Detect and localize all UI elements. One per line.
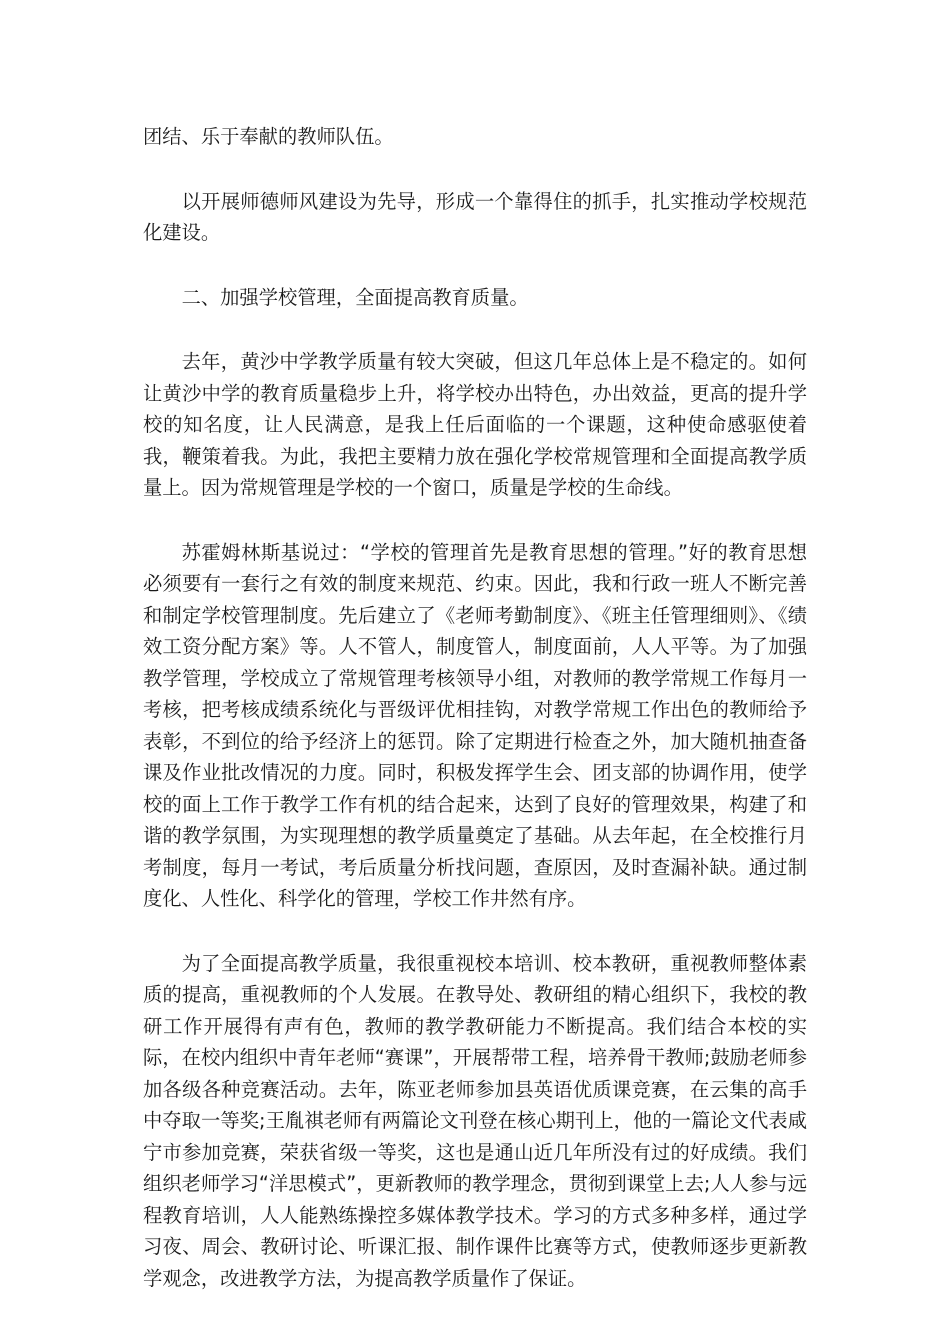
- paragraph-quality-background: 去年，黄沙中学教学质量有较大突破，但这几年总体上是不稳定的。如何让黄沙中学的教育质量稳步上升，将学校办出特色，办出效益，更高的提升学校的知名度，让人民满意，是我上任后面临的一个课题，这种使命感驱使着我，鞭策着我。为此，我把主要精力放在强化学校常规管理和全面提高教学质量上。因为常规管理是学校的一个窗口，质量是学校的生命线。: [143, 350, 807, 499]
- paragraph-teacher-training: 为了全面提高教学质量，我很重视校本培训、校本教研，重视教师整体素质的提高，重视教师的个人发展。在教导处、教研组的精心组织下，我校的教研工作开展得有声有色，教师的教学教研能力不断提高。我们结合本校的实际，在校内组织中青年老师“赛课”，开展帮带工程，培养骨干教师;鼓励老师参加各级各种竞赛活动。去年，陈亚老师参加县英语优质课竞赛，在云集的高手中夺取一等奖;王胤祺老师有两篇论文刊登在核心期刊上，他的一篇论文代表咸宁市参加竞赛，荣获省级一等奖，这也是通山近几年所没有过的好成绩。我们组织老师学习“洋思模式”，更新教师的教学理念，贯彻到课堂上去;人人参与远程教育培训，人人能熟练操控多媒体教学技术。学习的方式多种多样，通过学习夜、周会、教研讨论、听课汇报、制作课件比赛等方式，使教师逐步更新教学观念，改进教学方法，为提高教学质量作了保证。: [143, 951, 807, 1290]
- paragraph-continuation: 团结、乐于奉献的教师队伍。: [143, 125, 394, 148]
- paragraph-management-system: 苏霍姆林斯基说过：“学校的管理首先是教育思想的管理。”好的教育思想必须要有一套行之有效的制度来规范、约束。因此，我和行政一班人不断完善和制定学校管理制度。先后建立了《老师考勤制度》、《班主任管理细则》、《绩效工资分配方案》等。人不管人，制度管人，制度面前，人人平等。为了加强教学管理，学校成立了常规管理考核领导小组，对教师的教学常规工作每月一考核，把考核成绩系统化与晋级评优相挂钩，对教学常规工作出色的教师给予表彰，不到位的给予经济上的惩罚。除了定期进行检查之外，加大随机抽查备课及作业批改情况的力度。同时，积极发挥学生会、团支部的协调作用，使学校的面上工作于教学工作有机的结合起来，达到了良好的管理效果，构建了和谐的教学氛围，为实现理想的教学质量奠定了基础。从去年起，在全校推行月考制度，每月一考试，考后质量分析找问题，查原因，及时查漏补缺。通过制度化、人性化、科学化的管理，学校工作井然有序。: [143, 540, 807, 910]
- paragraph-teacher-ethics: 以开展师德师风建设为先导，形成一个靠得住的抓手，扎实推动学校规范化建设。: [143, 189, 807, 244]
- document-page: [143, 121, 807, 1327]
- section-heading-management: 二、加强学校管理，全面提高教育质量。: [181, 285, 529, 309]
